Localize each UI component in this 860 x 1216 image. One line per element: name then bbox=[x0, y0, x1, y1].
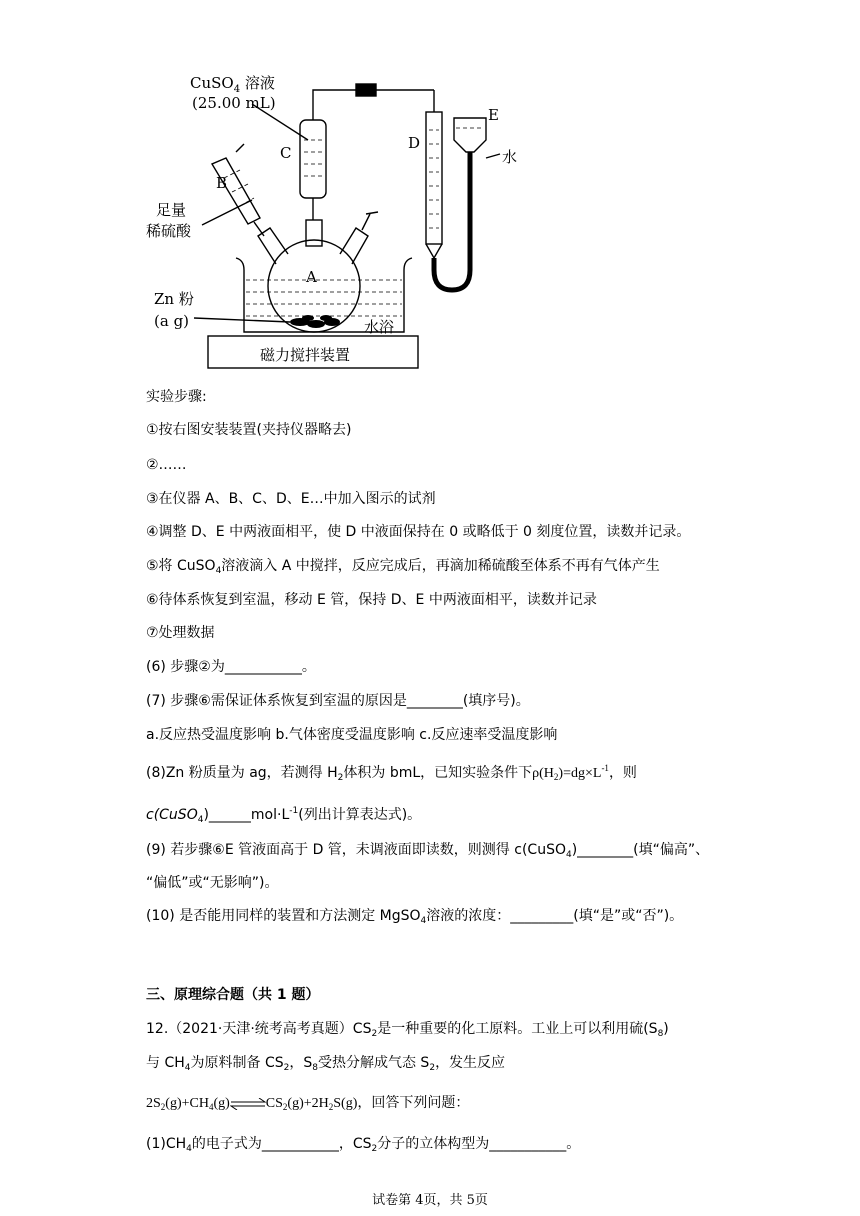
stirrer-label: 磁力搅拌装置 bbox=[260, 346, 351, 364]
question-7-options: a.反应热受温度影响 b.气体密度受温度影响 c.反应速率受温度影响 bbox=[146, 727, 558, 743]
step-2: ②…… bbox=[146, 457, 187, 473]
apparatus-figure bbox=[140, 60, 540, 372]
step-5: ⑤将 CuSO$_4$溶液滴入 A 中搅拌，反应完成后，再滴加稀硫酸至体系不再有气体产生 bbox=[146, 558, 660, 576]
water-bath-label: 水浴 bbox=[364, 318, 395, 336]
zn-label-1: Zn 粉 bbox=[154, 290, 194, 308]
question-9: (9) 若步骤⑥E 管液面高于 D 管，未调液面即读数，则测得 c(CuSO$_4$)________(填“偏高”、 bbox=[146, 842, 710, 860]
step-7: ⑦处理数据 bbox=[146, 625, 215, 641]
label-a: A bbox=[306, 268, 317, 286]
step-4: ④调整 D、E 中两液面相平，使 D 中液面保持在 0 或略低于 0 刻度位置，读数并记录。 bbox=[146, 524, 691, 540]
step-6: ⑥待体系恢复到室温，移动 E 管，保持 D、E 中两液面相平，读数并记录 bbox=[146, 592, 597, 608]
question-12: 12.（2021·天津·统考高考真题）$CS_2$是一种重要的化工原料。工业上可以利用硫$(S_8)$ bbox=[146, 1021, 669, 1039]
question-10: (10) 是否能用同样的装置和方法测定 MgSO$_4$溶液的浓度：_________(填“是”或“否”)。 bbox=[146, 908, 684, 926]
question-6: (6) 步骤②为___________。 bbox=[146, 659, 316, 675]
question-9-line2: “偏低”或“无影响”)。 bbox=[146, 875, 279, 891]
section-3-heading: 三、原理综合题（共 1 题） bbox=[146, 987, 320, 1003]
acid-label-2: 稀硫酸 bbox=[146, 222, 192, 240]
question-8: (8)Zn 粉质量为 ag，若测得 $H_2$体积为 bmL，已知实验条件下$\rho(H_2)=dg\times L^{-1}$，则 bbox=[146, 763, 637, 783]
page-footer: 试卷第 4页，共 5页 bbox=[372, 1193, 488, 1208]
acid-label-1: 足量 bbox=[156, 201, 187, 219]
volume-label: (25.00 mL) bbox=[192, 94, 276, 112]
step-1: ①按右图安装装置(夹持仪器略去) bbox=[146, 422, 352, 438]
step-3: ③在仪器 A、B、C、D、E…中加入图示的试剂 bbox=[146, 491, 436, 507]
steps-heading: 实验步骤: bbox=[146, 389, 207, 405]
label-d: D bbox=[408, 134, 421, 152]
label-c: C bbox=[280, 144, 292, 162]
reaction-equation: $2S_2(g)+CH_4(g)$ $CS_2(g)+2H_2S(g)$，回答下列问题： bbox=[146, 1095, 470, 1112]
question-12-1: $(1)CH_4$的电子式为___________，$CS_2$分子的立体构型为___________。 bbox=[146, 1136, 581, 1154]
zn-label-2: (a g) bbox=[154, 312, 190, 330]
question-8-line2: $c(CuSO_4)\_\_\_\_\_\_mol\cdot L^{-1}$(列出计算表达式)。 bbox=[146, 806, 422, 825]
water-label: 水 bbox=[502, 148, 518, 166]
rho-expression: $\rho(H_2)=dg\times L^{-1}$ bbox=[532, 763, 609, 782]
equilibrium-arrow-icon bbox=[230, 1098, 266, 1110]
label-b: B bbox=[216, 174, 228, 192]
zinc-powder bbox=[290, 315, 340, 328]
cuso4-label: CuSO$_4$ 溶液 bbox=[190, 74, 275, 95]
question-7: (7) 步骤⑥需保证体系恢复到室温的原因是________(填序号)。 bbox=[146, 693, 530, 709]
label-e: E bbox=[488, 106, 499, 124]
question-12-line2: 与 $CH_4$为原料制备 $CS_2$，$S_8$受热分解成气态 $S_2$，发生反应 bbox=[146, 1055, 506, 1073]
